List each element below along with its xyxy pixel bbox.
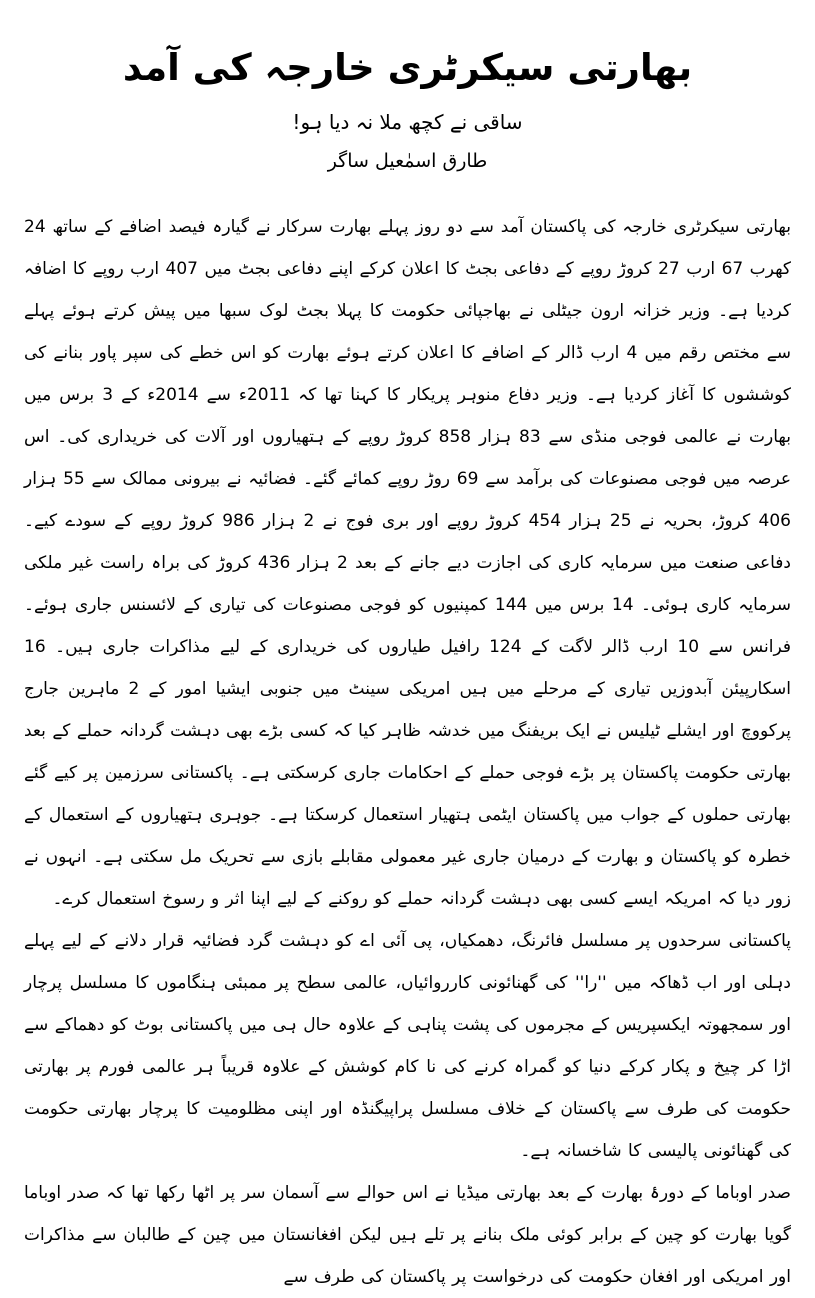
paragraph-obama-visit: صدر اوباما کے دورۂ بھارت کے بعد بھارتی میڈیا نے اس حوالے سے آسمان سر پر اٹھا رکھا تھا کہ صدر اوباما گویا بھارت کو چین کے برابر کوئی ملک بنانے پر تلے ہیں لیکن افغانستان میں چین کے طالبان سے مذاکرات اور امریکی اور افغان حکومت کی درخواست پر پاکستان کی طرف سے bbox=[24, 1183, 791, 1288]
paragraph-defense-budget: بھارتی سیکرٹری خارجہ کی پاکستان آمد سے دو روز پہلے بھارت سرکار نے گیارہ فیصد اضافے کے ساتھ 24 کھرب 67 ارب 27 کروڑ روپے کے دفاعی بجٹ کا اعلان کرکے اپنے دفاعی بجٹ میں 407 ارب روپے کا اضافہ کردیا ہے۔ وزیر خزانہ ارون جیٹلی نے بھاجپائی حکومت کا پہلا بجٹ لوک سبھا میں پیش کرتے ہوئے پہلے سے مختص رقم میں 4 ارب ڈالر کے اضافے کا اعلان کرتے ہوئے بھارت کو اس خطے کی سپر پاور بنانے کی کوششوں کا آغاز کردیا ہے۔ وزیر دفاع منوہر پریکار کا کہنا تھا کہ 2011ء سے 2014ء کے 3 برس میں بھارت نے عالمی فوجی منڈی سے 83 ہزار 858 کروڑ روپے کے ہتھیاروں اور آلات کی خریداری کی۔ اس عرصہ میں فوجی مصنوعات کی برآمد سے 69 روڑ روپے کمائے گئے۔ فضائیہ نے بیرونی ممالک سے 55 ہزار 406 کروڑ، بحریہ نے 25 ہزار 454 کروڑ روپے اور بری فوج نے 2 ہزار 986 کروڑ روپے کے سودے کیے۔ دفاعی صنعت میں سرمایہ کاری کی اجازت دیے جانے کے بعد 2 ہزار 436 کروڑ کی براہ راست غیر ملکی سرمایہ کاری ہوئی۔ 14 برس میں 144 کمپنیوں کو فوجی مصنوعات کی تیاری کے لائسنس جاری ہوئے۔ فرانس سے 10 ارب ڈالر لاگت کے 124 رافیل طیاروں کی خریداری کے لیے مذاکرات جاری ہیں۔ 16 اسکارپیئن آبدوزیں تیاری کے مرحلے میں ہیں امریکی سینٹ میں جنوبی ایشیا امور کے 2 ماہرین جارج پرکووچ اور ایشلے ٹیلیس نے ایک بریفنگ میں خدشہ ظاہر کیا کہ کسی بڑے بھی دہشت گردانہ حملے کے بعد بھارتی حکومت پاکستان پر بڑے فوجی حملے کے احکامات جاری کرسکتی ہے۔ پاکستانی سرزمین پر کیے گئے بھارتی حملوں کے جواب میں پاکستان ایٹمی ہتھیار استعمال کرسکتا ہے۔ جوہری ہتھیاروں کے استعمال کے خطرہ کو پاکستان و بھارت کے درمیان جاری غیر معمولی مقابلے بازی سے تحریک مل سکتی ہے۔ انہوں نے زور دیا کہ امریکہ ایسے کسی بھی دہشت گردانہ حملے کو روکنے کے لیے اپنا اثر و رسوخ استعمال کرے۔ bbox=[24, 217, 791, 910]
article-author: طارق اسمٰعیل ساگر bbox=[327, 149, 488, 172]
article-title: بھارتی سیکرٹری خارجہ کی آمد bbox=[122, 46, 693, 89]
article-subtitle: ساقی نے کچھ ملا نہ دیا ہو! bbox=[292, 109, 523, 134]
article-header bbox=[24, 40, 791, 174]
paragraph-india-propaganda: پاکستانی سرحدوں پر مسلسل فائرنگ، دھمکیاں، پی آئی اے کو دہشت گرد فضائیہ قرار دلانے کے لیے پہلے دہلی اور اب ڈھاکہ میں ''را'' کی گھنائونی کارروائیاں، عالمی سطح پر ممبئی ہنگاموں کا مسلسل پرچار اور سمجھوتہ ایکسپریس کے مجرموں کی پشت پناہی کے علاوہ حال ہی میں پاکستانی بوٹ کو دھماکے سے اڑا کر چیخ و پکار کرکے دنیا کو گمراہ کرنے کی نا کام کوشش کے علاوہ قریباً ہر عالمی فورم پر بھارتی حکومت کی طرف سے پاکستان کے خلاف مسلسل پراپیگنڈہ اور اپنی مظلومیت کا پرچار بھارتی حکومت کی گھنائونی پالیسی کا شاخسانہ ہے۔ bbox=[24, 931, 791, 1162]
article-body bbox=[24, 206, 791, 1298]
